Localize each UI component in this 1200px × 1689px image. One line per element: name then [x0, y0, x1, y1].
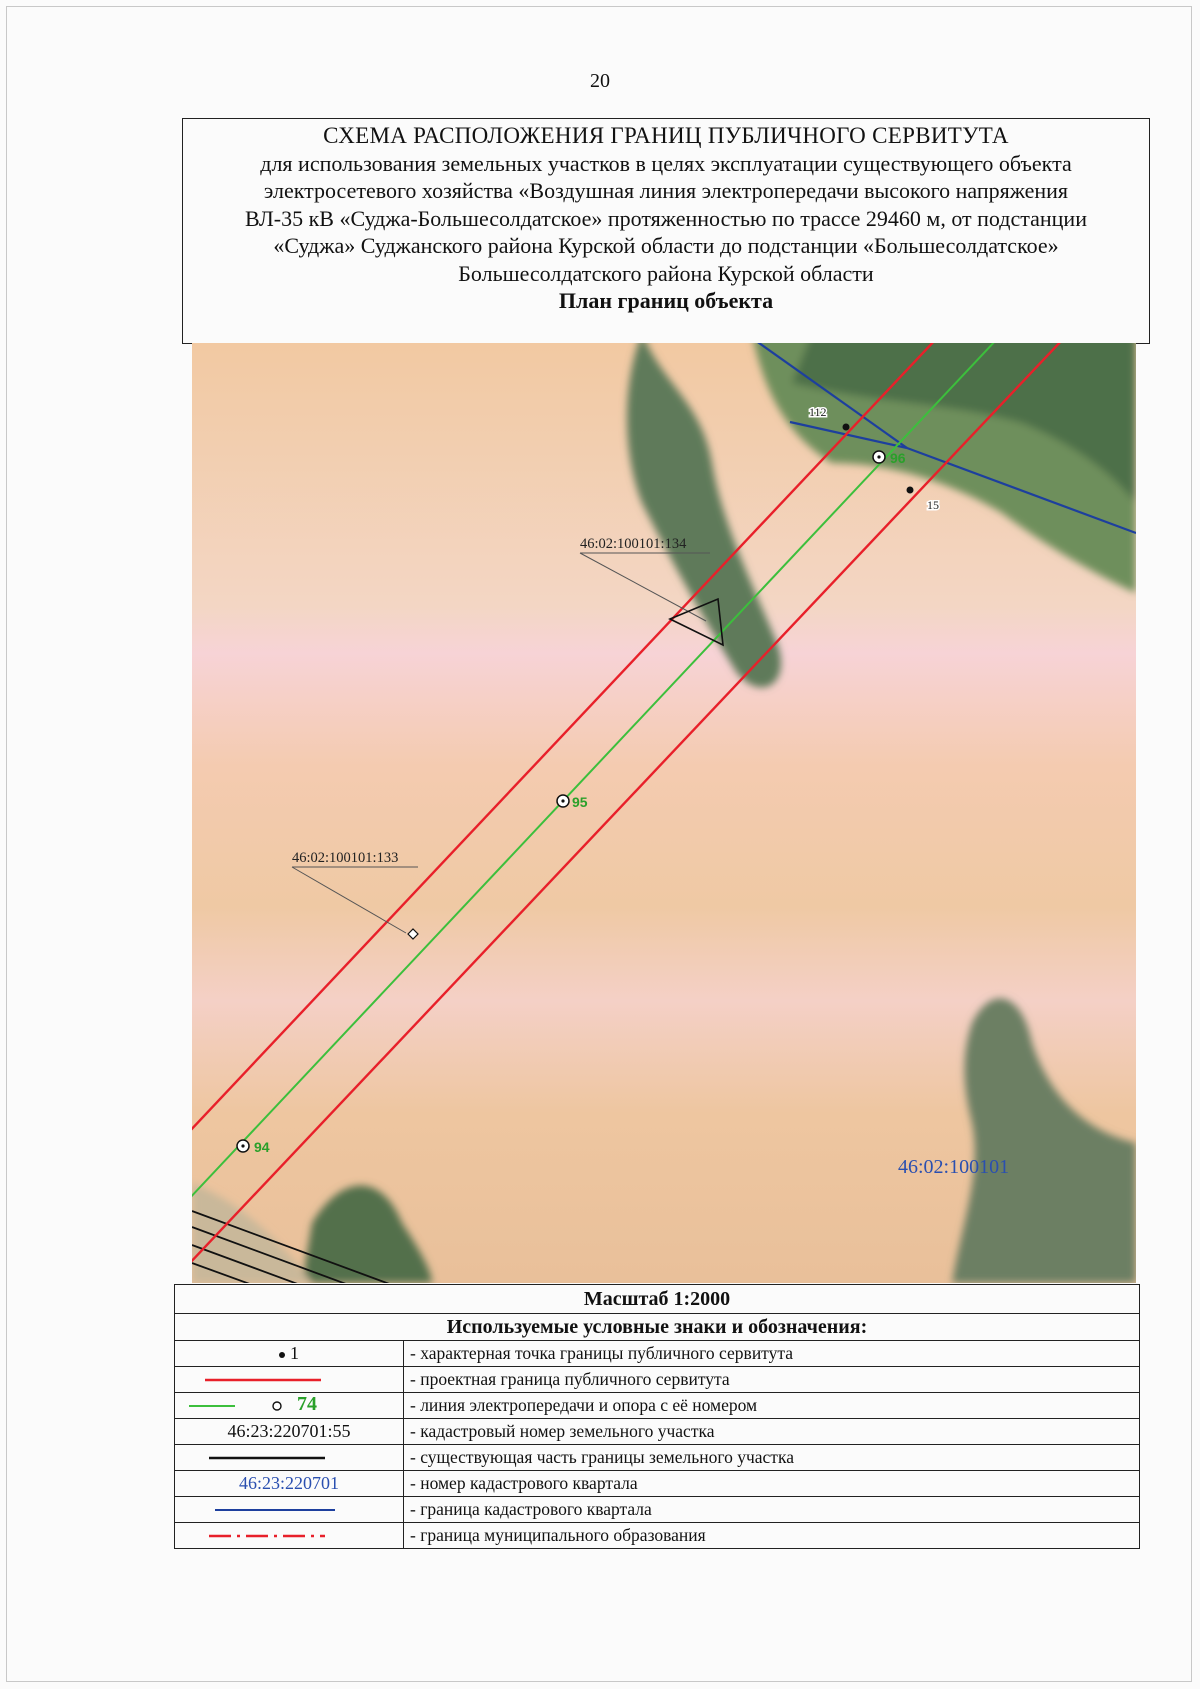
legend-description: - характерная точка границы публичного сервитута: [404, 1341, 1140, 1367]
document-title: СХЕМА РАСПОЛОЖЕНИЯ ГРАНИЦ ПУБЛИЧНОГО СЕРВИТУТА: [323, 123, 1009, 148]
title-line: «Суджа» Суджанского района Курской области до подстанции «Большесолдатское»: [273, 233, 1059, 258]
boundary-point-icon: [279, 1352, 285, 1358]
tower-label-94: 94: [254, 1139, 270, 1155]
power-line-tower-icon: [175, 1394, 403, 1418]
boundary-point-15[interactable]: [907, 487, 914, 494]
legend-heading: Используемые условные знаки и обозначения:: [175, 1314, 1140, 1341]
title-line: Большесолдатского района Курской области: [458, 260, 874, 286]
legend-symbol-text: 1: [290, 1343, 299, 1363]
point-label-15: 15: [927, 498, 939, 512]
quarter-label: 46:02:100101: [898, 1156, 1010, 1178]
parcel-label-134: 46:02:100101:134: [580, 536, 687, 552]
legend-description: - граница кадастрового квартала: [404, 1497, 1140, 1523]
legend-row: [175, 1497, 1140, 1523]
legend-symbol-text: 74: [297, 1392, 317, 1415]
legend-row: [175, 1523, 1140, 1549]
legend-description: - номер кадастрового квартала: [404, 1471, 1140, 1497]
title-block: [182, 118, 1150, 344]
map-scale: Масштаб 1:2000: [175, 1285, 1140, 1314]
tower-label-95: 95: [572, 794, 588, 810]
parcel-label-133: 46:02:100101:133: [292, 850, 399, 866]
legend-description: - линия электропередачи и опора с её номером: [404, 1393, 1140, 1419]
legend-symbol-text: 46:23:220701: [175, 1471, 404, 1497]
title-line: для использования земельных участков в целях эксплуатации существующего объекта: [260, 150, 1072, 176]
title-line: электросетевого хозяйства «Воздушная линия электропередачи высокого напряжения: [263, 178, 1069, 203]
point-label-112: 112: [809, 405, 827, 419]
title-line: ВЛ-35 кВ «Суджа-Большесолдатское» протяженностью по трассе 29460 м, от подстанции: [245, 205, 1087, 231]
legend-row: [175, 1445, 1140, 1471]
legend-description: - кадастровый номер земельного участка: [404, 1419, 1140, 1445]
page-number: 20: [590, 70, 610, 92]
document-subtitle: План границ объекта: [558, 288, 774, 313]
legend-symbol-text: 46:23:220701:55: [175, 1419, 404, 1445]
legend-table: [174, 1284, 1140, 1549]
legend-row: [175, 1393, 1140, 1419]
legend-row: [175, 1419, 1140, 1445]
legend-row: [175, 1471, 1140, 1497]
tower-label-96: 96: [890, 450, 906, 466]
tower-96[interactable]: [873, 451, 885, 463]
legend-row: [175, 1367, 1140, 1393]
legend-row: [175, 1341, 1140, 1367]
tower-94[interactable]: [237, 1140, 249, 1152]
legend-description: - существующая часть границы земельного участка: [404, 1445, 1140, 1471]
tower-95[interactable]: [557, 795, 569, 807]
boundary-point-112[interactable]: [843, 424, 850, 431]
map-view[interactable]: [192, 343, 1136, 1283]
legend-description: - проектная граница публичного сервитута: [404, 1367, 1140, 1393]
legend-description: - граница муниципального образования: [404, 1523, 1140, 1549]
